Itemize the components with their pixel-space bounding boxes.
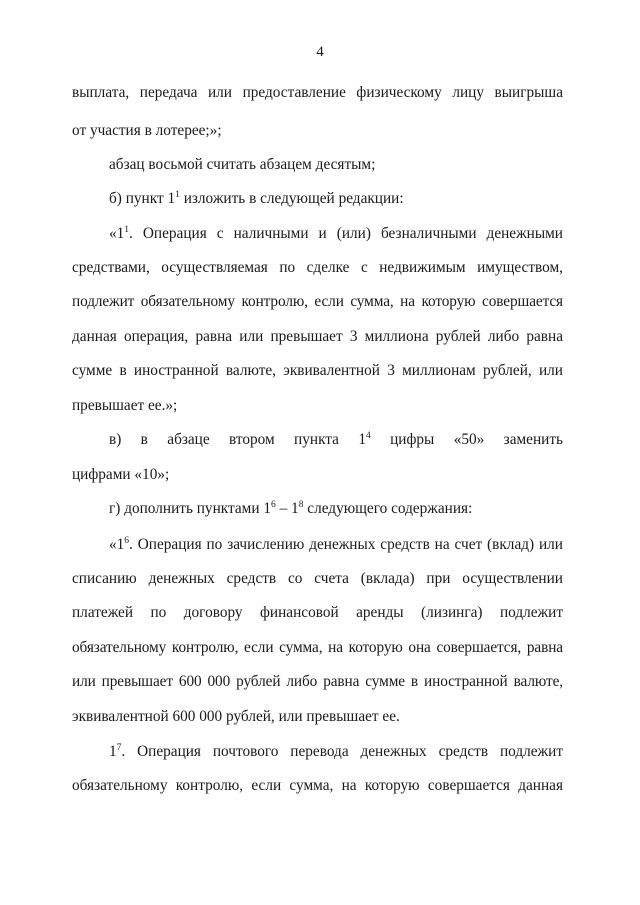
text-segment: б) пункт 1 — [109, 190, 176, 207]
text-segment: . Операция с наличными и (или) безналичными денежными — [129, 225, 563, 242]
text-segment: «1 — [109, 536, 125, 553]
text-segment: изложить в следующей редакции: — [179, 190, 404, 207]
text-segment: . Операция почтового перевода денежных средств подлежит — [121, 743, 563, 760]
text-line: обязательному контролю, если сумма, на которую совершается данная — [72, 777, 563, 794]
text-segment: следующего содержания: — [303, 500, 473, 517]
text-line-with-superscript — [109, 224, 563, 244]
text-line-with-superscript — [109, 535, 563, 555]
text-line-with-superscript — [109, 430, 563, 450]
text-segment: цифры «50» заменить — [370, 431, 563, 448]
superscript: 7 — [116, 743, 122, 753]
text-segment: г) дополнить пунктами 1 — [109, 500, 271, 517]
text-line-with-superscript — [109, 742, 563, 762]
text-segment: «1 — [109, 225, 125, 242]
text-line: абзац восьмой считать абзацем десятым; — [109, 156, 376, 173]
text-line: от участия в лотерее;»; — [72, 122, 222, 139]
text-line: выплата, передача или предоставление физическому лицу выигрыша — [72, 84, 563, 101]
text-segment: 1 — [109, 743, 117, 760]
superscript: 8 — [298, 500, 304, 510]
text-line: данная операция, равна или превышает 3 миллиона рублей либо равна — [72, 328, 563, 345]
superscript: 6 — [271, 500, 276, 510]
superscript: 1 — [175, 190, 180, 200]
text-line: обязательному контролю, если сумма, на которую она совершается, равна — [72, 639, 563, 656]
text-line: платежей по договору финансовой аренды (лизинга) подлежит — [72, 604, 563, 621]
text-line: сумме в иностранной валюте, эквивалентной 3 миллионам рублей, или — [72, 362, 563, 379]
text-segment: . Операция по зачислению денежных средств на счет (вклад) или — [129, 536, 563, 553]
text-segment: – 1 — [275, 500, 299, 517]
superscript: 6 — [124, 536, 130, 546]
text-line: цифрами «10»; — [72, 466, 170, 483]
text-line: списанию денежных средств со счета (вклада) при осуществлении — [72, 570, 563, 587]
text-line: эквивалентной 600 000 рублей, или превышает ее. — [72, 708, 400, 725]
text-line-with-superscript — [109, 189, 563, 209]
superscript: 4 — [366, 431, 371, 441]
text-line: превышает ее.»; — [72, 397, 178, 414]
text-line-with-superscript — [109, 499, 563, 519]
page-number: 4 — [316, 44, 324, 60]
text-line: средствами, осуществляемая по сделке с недвижимым имуществом, — [72, 259, 563, 276]
text-line: или превышает 600 000 рублей либо равна сумме в иностранной валюте, — [72, 673, 563, 690]
superscript: 1 — [124, 225, 130, 235]
text-segment: в) в абзаце втором пункта 1 — [109, 431, 366, 448]
text-line: подлежит обязательному контролю, если сумма, на которую совершается — [72, 293, 563, 310]
